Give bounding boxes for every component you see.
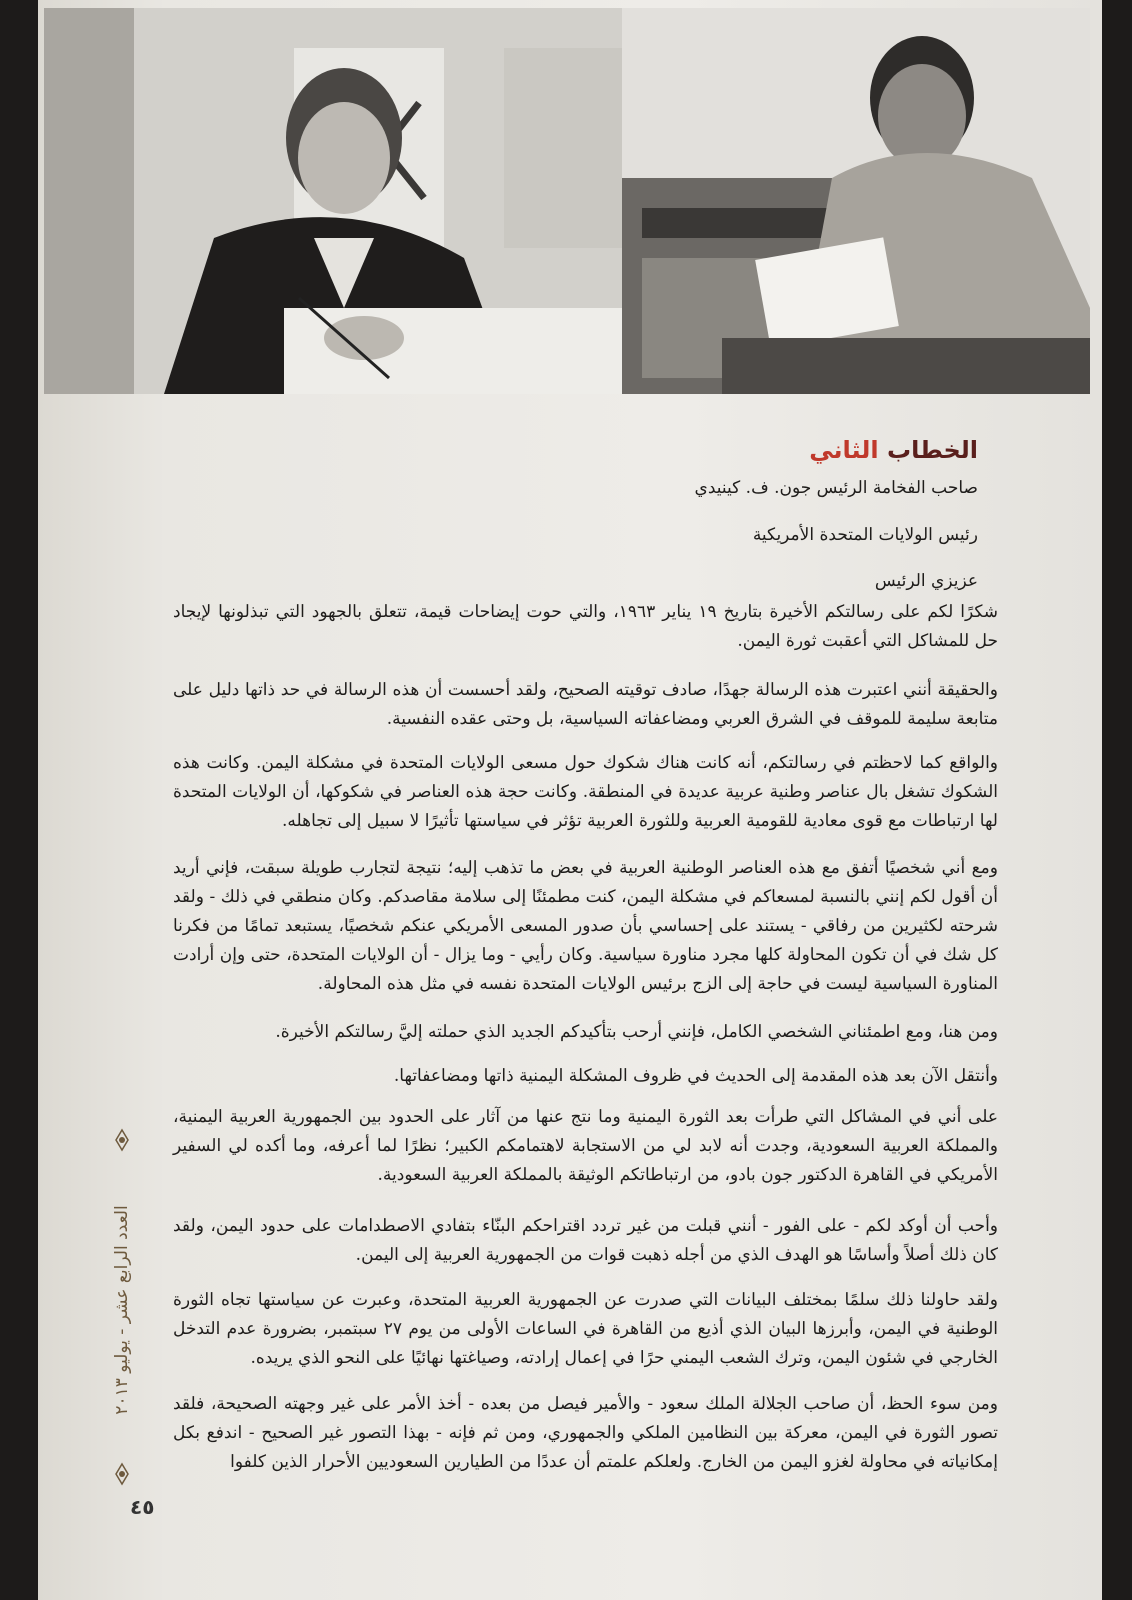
paragraph-4: ومع أني شخصيًا أتفق مع هذه العناصر الوطنية العربية في بعض ما تذهب إليه؛ نتيجة لتجارب طويلة سبقت، فإني أريد أن أقول لكم إنني بالنسبة لمسعاكم في مشكلة اليمن، كنت مطمئنًا إلى سلامة مقاصدكم. وكان منطقي في ذلك - ولقد شرحته لكثيرين من رفاقي - يستند على إحساسي بأن صدور المسعى الأمريكي عنكم شخصيًا، يستبعد تمامًا من فكرنا كل شك في أن تكون المحاولة كلها مجرد مناورة سياسية. وكان رأيي - وما يزال - أن الولايات المتحدة، حتى وإن أرادت المناورة السياسية ليست في حاجة إلى الزج برئيس الولايات المتحدة نفسه في مثل هذه المحاولة. (173, 858, 998, 994)
greeting-line: عزيزي الرئيس (874, 571, 978, 591)
issue-side-text: العدد الرابع عشر - يوليو ٢٠١٣ (112, 1205, 132, 1415)
ornament-bottom-icon (110, 1462, 134, 1486)
paragraph-1: شكرًا لكم على رسالتكم الأخيرة بتاريخ ١٩ يناير ١٩٦٣، والتي حوت إيضاحات قيمة، تتعلق بالجهود التي تبذلونها لإيجاد حل للمشاكل التي أعقبت ثورة اليمن. (173, 602, 998, 651)
recipient-title-line: رئيس الولايات المتحدة الأمريكية (752, 525, 978, 545)
ornament-top-icon (110, 1128, 134, 1152)
photo-right-image (622, 8, 1090, 394)
paragraph-8: وأحب أن أوكد لكم - على الفور - أنني قبلت من غير تردد اقتراحكم البنّاء بتفادي الاصطدامات على حدود اليمن، ولقد كان ذلك أصلاً وأساسًا هو الهدف الذي من أجله ذهبت قوات من الجمهورية العربية إلى اليمن. (173, 1216, 998, 1265)
paragraph-7: على أني في المشاكل التي طرأت بعد الثورة اليمنية وما نتج عنها من آثار على الحدود بين الجمهورية العربية اليمنية، والمملكة العربية السعودية، وجدت أنه لابد لي من الاستجابة لاهتمامكم الكبير؛ نظرًا لما أعرفه، وما أكده لي السفير الأمريكي في القاهرة الدكتور جون بادو، من ارتباطاتكم الوثيقة بالمملكة العربية السعودية. (173, 1107, 998, 1185)
photo-left-image (44, 8, 622, 394)
paragraph-6: وأنتقل الآن بعد هذه المقدمة إلى الحديث في ظروف المشكلة اليمنية ذاتها ومضاعفاتها. (393, 1066, 998, 1086)
page-number: ٤٥ (130, 1495, 155, 1519)
paragraph-10: ومن سوء الحظ، أن صاحب الجلالة الملك سعود - والأمير فيصل من بعده - أخذ الأمر على غير وجهته الصحيحة، فلقد تصور الثورة في اليمن، معركة بين النظامين الملكي والجمهوري، ومن ثم فإنه - بهذا التصور غير الصحيح - اندفع بكل إمكانياته في محاولة لغزو اليمن من الخارج. ولعلكم علمتم أن عددًا من الطيارين السعوديين الأحرار الذين كلفوا (173, 1394, 998, 1472)
photo-right (622, 8, 1090, 394)
paragraph-9: ولقد حاولنا ذلك سلمًا بمختلف البيانات التي صدرت عن الجمهورية العربية المتحدة، وعبرت عن سياستها تجاه الثورة الوطنية في اليمن، وأبرزها البيان الذي أذيع من القاهرة في الساعات الأولى من يوم ٢٧ سبتمبر، بضرورة عدم التدخل الخارجي في شئون اليمن، وترك الشعب اليمني حرًا في إعمال إرادته، وصياغتها نهائيًا على النحو الذي يريده. (173, 1290, 999, 1368)
salutation-line: صاحب الفخامة الرئيس جون. ف. كينيدي (694, 478, 978, 498)
heading-part2: الثاني (809, 436, 879, 464)
magazine-page (38, 0, 1102, 1600)
section-heading (809, 436, 978, 464)
heading-part1: الخطاب (886, 436, 978, 464)
photo-left (44, 8, 622, 394)
paragraph-2: والحقيقة أنني اعتبرت هذه الرسالة جهدًا، صادف توقيته الصحيح، ولقد أحسست أن هذه الرسالة في حد ذاتها دليل على متابعة سليمة للموقف في الشرق العربي ومضاعفاته السياسية، بل وحتى عقده النفسية. (173, 680, 998, 729)
photo-band (44, 8, 1090, 394)
paragraph-5: ومن هنا، ومع اطمئناني الشخصي الكامل، فإنني أرحب بتأكيدكم الجديد الذي حملته إليَّ رسالتكم الأخيرة. (275, 1022, 998, 1042)
paragraph-3: والواقع كما لاحظتم في رسالتكم، أنه كانت هناك شكوك حول مسعى الولايات المتحدة في مشكلة اليمن. وكانت هذه الشكوك تشغل بال عناصر وطنية عربية عديدة في المنطقة. وكانت حجة هذه العناصر في شكوكها، أن الولايات المتحدة لها ارتباطات مع قوى معادية للقومية العربية وللثورة العربية تؤثر في سياستها تأثيرًا لا سبيل إلى تجاهله. (173, 753, 998, 831)
